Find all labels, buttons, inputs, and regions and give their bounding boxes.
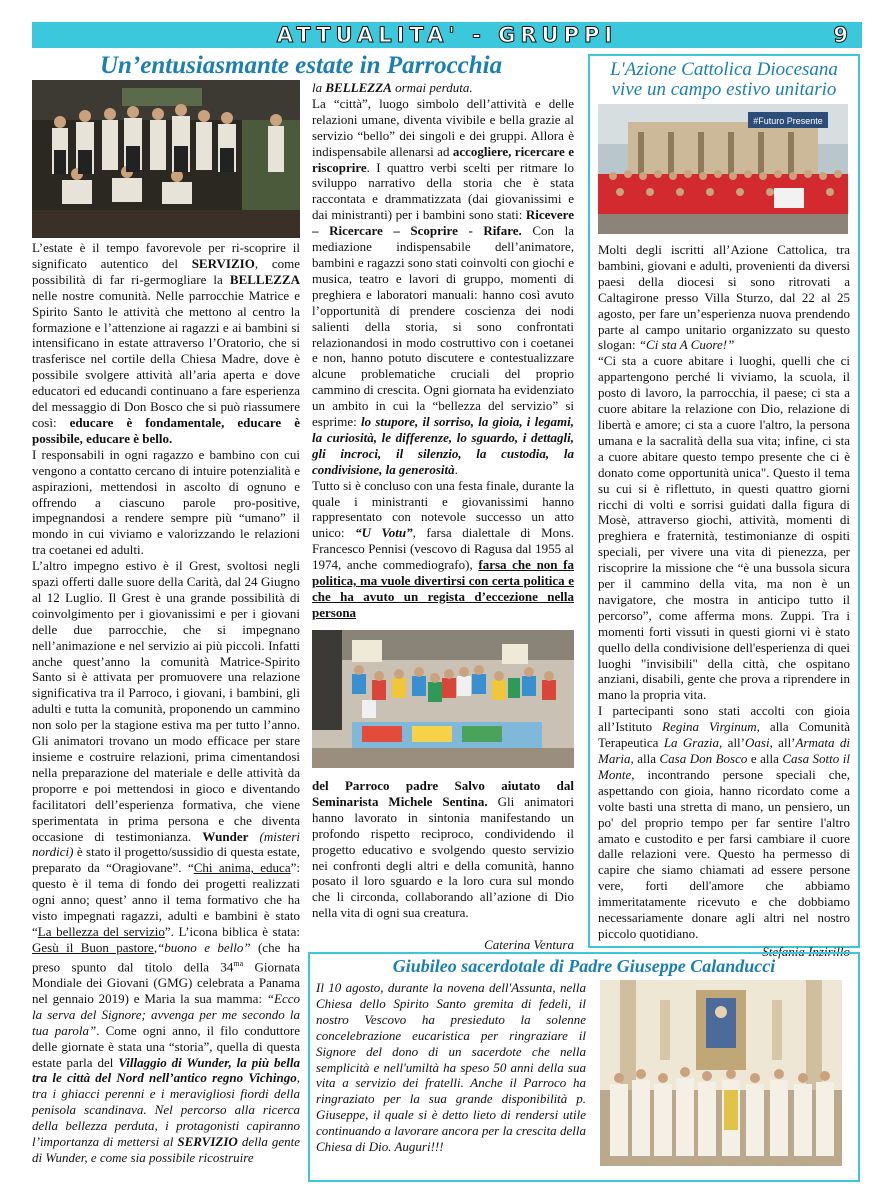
jubilee-text: Il 10 agosto, durante la novena dell'Assunta, nella Chiesa dello Spirito Santo gremita di fedeli, il nostro Vescovo ha presieduto la solenne concelebrazione eucaristica per ringraziare il Signore del dono di un sacerdote che nella semplicità e nell'umiltà ha speso 50 anni della sua vita a servizio dei fratelli. Anche il Parroco ha ringraziato per la sua grande disponibilità p. Giuseppe, il quale si è detto lieto di rendersi utile continuando a lavorare ancora per la crescita della Chiesa di Dio. Auguri!!! <box>316 980 586 1155</box>
section-header <box>32 22 862 48</box>
article-column-2-bottom: del Parroco padre Salvo aiutato dal Seminarista Michele Sentina. Gli animatori hanno lavorato in sintonia manifestando un profondo rispetto reciproco, condividendo il progetto educativo e svolgendo questo servizio nei confronti degli altri e della comunità, hanno posato il loro sguardo e la loro cura sul mondo che li circonda, collaborando all’azione di Dio nella vita di ogni sua creatura. Caterina Ventura <box>312 778 574 953</box>
article-column-1: L’estate è il tempo favorevole per ri-scoprire il significato autentico del SERVIZIO, come possibilità di far ri-germogliare la BELLEZZA nelle nostre comunità. Nelle parrocchie Matrice e Spirito Santo le attività che mettono al centro la formazione e l’attenzione ai ragazzi e ai bambini si intensificano in estate attraverso l’Oratorio, che si trasferisce nel cortile della Chiesa Madre, dove è possibile svolgere attività all’aria aperta e dove educatori ed educandi continuano a fare esperienza del messaggio di Don Bosco che si può riassumere così: educare è fondamentale, educare è possibile, educare è bello. I responsabili in ogni ragazzo e bambino con cui vengono a contatto cercano di intuire potenzialità e aspirazioni, mettendosi in ascolto di ognuno e offrendo a ciascuno parole pro-positive, impegnandosi a rendere sempre più “umano” il mondo in cui viviamo e valorizzando le relazioni tra coetanei ed adulti. L’altro impegno estivo è il Grest, svoltosi negli spazi offerti dalle suore della Carità, dal 24 Giugno al 12 Luglio. Il Grest è una grande possibilità di coinvolgimento per i giovanissimi e per i giovani delle due parrocchie, che si impegnano nell’animazione e nel servizio ai più piccoli. Infatti anche quest’anno la comunità Matrice-Spirito Santo si è attivata per promuovere una relazione significativa tra il Parroco, i giovani, i bambini, gli adulti e tutta la comunità, proponendo un cammino non solo per la stagione estiva ma per tutto l’anno. Gli animatori trovano un modo efficace per stare insieme e costruire relazioni, prima cimentandosi nella preparazione del materiale e delle attività da proporre e poi mettendosi in gioco e diventando facilitatori dell’esperienza formativa, che viene sperimentata in prima persona e che diventa occasione di testimonianza. Wunder (misteri nordici) è stato il progetto/sussidio di questa estate, preparato da “Oragiovane”. “Chi anima, educa”: questo è il tema di fondo dei progetti realizzati ogni anno; quest’ anno il tema formativo che ha visto impegnati ragazzi, adulti e bambini è stato “La bellezza del servizio”. L’icona biblica è stata: Gesù il Buon pastore,“buono e bello” (che ha preso spunto dal titolo della $34^{ma}$ Giornata Mondiale dei Giovani (GMG) celebrata a Panama nel gennaio 2019) e Maria la sua mamma: “Ecco la serva del Signore; avvenga per me secondo la tua parola”. Come ogni anno, il filo conduttore delle giornate è stata una “storia”, quella di questa estate parla del Villaggio di Wunder, la più bella tra le città del Nord nell’antico regno Vichingo, tra i ghiacci perenni e i meravigliosi fiordi della penisola scandinava. Nel percorso alla ricerca della bellezza perduta, i protagonisti capiranno l’importanza di mettersi al SERVIZIO della gente di Wunder, e come sia possibile ricostruire <box>32 240 301 1165</box>
page-number: 9 <box>833 23 848 47</box>
main-article-title: Un’entusiasmante estate in Parrocchia <box>100 52 503 79</box>
grest-group-photo <box>32 80 300 238</box>
jubilee-church-photo <box>600 980 842 1166</box>
banner-text: #Futuro Presente <box>753 116 823 126</box>
article-author: Caterina Ventura <box>484 937 574 953</box>
section-title: ATTUALITA' - GRUPPI <box>276 23 618 47</box>
jubilee-title: Giubileo sacerdotale di Padre Giuseppe Calanducci <box>392 956 776 976</box>
grest-children-photo <box>312 630 574 768</box>
sidebar-author: Stefania Inzirillo <box>762 943 850 959</box>
article-column-2-top: la BELLEZZA ormai perduta. La “città”, luogo simbolo dell’attività e delle relazioni umane, diventa vivibile e bella grazie al servizio “bello” dei singoli e dei gruppi. Allora è indispensabile allenarsi ad accogliere, ricercare e riscoprire. I quattro verbi scelti per ritmare lo sviluppo narrativo della storia che è stata raccontata e drammatizzata (dai giovanissimi e dai ministranti) per i bambini sono stati: Ricevere – Ricercare – Scoprire - Rifare. Con la mediazione indispensabile dell’animatore, bambini e ragazzi sono stati coinvolti con giochi e musica, teatro e lavori di gruppo, momenti di preghiera e laboratori manuali: hanno così avuto l’opportunità di prendere coscienza dei nodi salienti della storia, si sono confrontati relazionandosi in modo costruttivo con i coetanei e non, hanno potuto discutere e contestualizzare alcune problematiche cruciali del proprio cammino di crescita. Ogni giornata ha evidenziato un ambito in cui la “bellezza del servizio” si esprime: lo stupore, il sorriso, la gioia, i legami, la curiosità, le differenze, lo sguardo, i dettagli, gli incroci, il silenzio, la custodia, la condivisione, la generosità. Tutto si è concluso con una festa finale, durante la quale i ministranti e giovanissimi hanno rappresentato con notevole successo un atto unico: “U Votu”, farsa dialettale di Mons. Francesco Pennisi (vescovo di Ragusa dal 1955 al 1974, anche commediografo), farsa che non fa politica, ma vuole divertirsi con certa politica e che ha avuto un regista d’eccezione nella persona <box>312 80 574 620</box>
sidebar-text: Molti degli iscritti all’Azione Cattolica, tra bambini, giovani e adulti, provenienti da diversi paesi della diocesi si sono ritrovati a Caltagirone presso Villa Sturzo, dal 22 al 25 agosto, per fare un’esperienza nuova prendendo parte al campo unitario organizzato su questo slogan: “Ci sta A Cuore!” “Ci sta a cuore abitare i luoghi, quelli che ci appartengono perché li viviamo, la scuola, il posto di lavoro, la parrocchia, il paese; ci sta a cuore abitare la relazione con Dio, relazione di libertà e amore; ci sta a cuore l'altro, la persona umana e la sacralità della sua vita; infine, ci sta a cuore abitare questo tempo presente che ci è donato come opportunità unica". Questo il tema su cui si è riflettuto, in questi quattro giorni ricchi di volti e sorrisi guidati dalla figura di Mosè, attraverso giochi, attività, momenti di preghiera e fraternità, testimonianze di ospiti speciali, per vivere una vita di pienezza, per riscoprire la missione che “è una bussola sicura per il cammino della vita, ma non è un navigatore, che mostra in anticipo tutto il percorso”, come afferma mons. Zuppi. Tra i momenti forti vissuti in questi giorni vi è stato quello della condivisione dell'esperienza di quei luoghi "invisibili" della città, che ospitano anziani, disabili, gente che prova a riprendere in mano la propria vita. I partecipanti sono stati accolti con gioia all’Istituto Regina Virginum, alla Comunità Terapeutica La Grazia, all’Oasi, all’Armata di Maria, alla Casa Don Bosco e alla Casa Sotto il Monte, incontrando persone speciali che, aspettando con gioia, hanno ricordato come a volte basti una stretta di mano, un pensiero, un po' del proprio tempo per far sentire l'altro amato e custodito e per farsi cambiare il cuore dalle relazioni vere. Questo ha permesso di capire che siamo chiamati ad essere persone vere, forti dell'amore che abbiamo immeritatamente ricevuto e che dobbiamo necessariamente donare agli altri nel nostro piccolo quotidiano. Stefania Inzirillo <box>598 242 850 959</box>
azione-cattolica-photo <box>598 104 848 234</box>
sidebar-title-line1: L'Azione Cattolica Diocesana <box>610 59 838 80</box>
sidebar-title-line2: vive un campo estivo unitario <box>611 79 837 100</box>
